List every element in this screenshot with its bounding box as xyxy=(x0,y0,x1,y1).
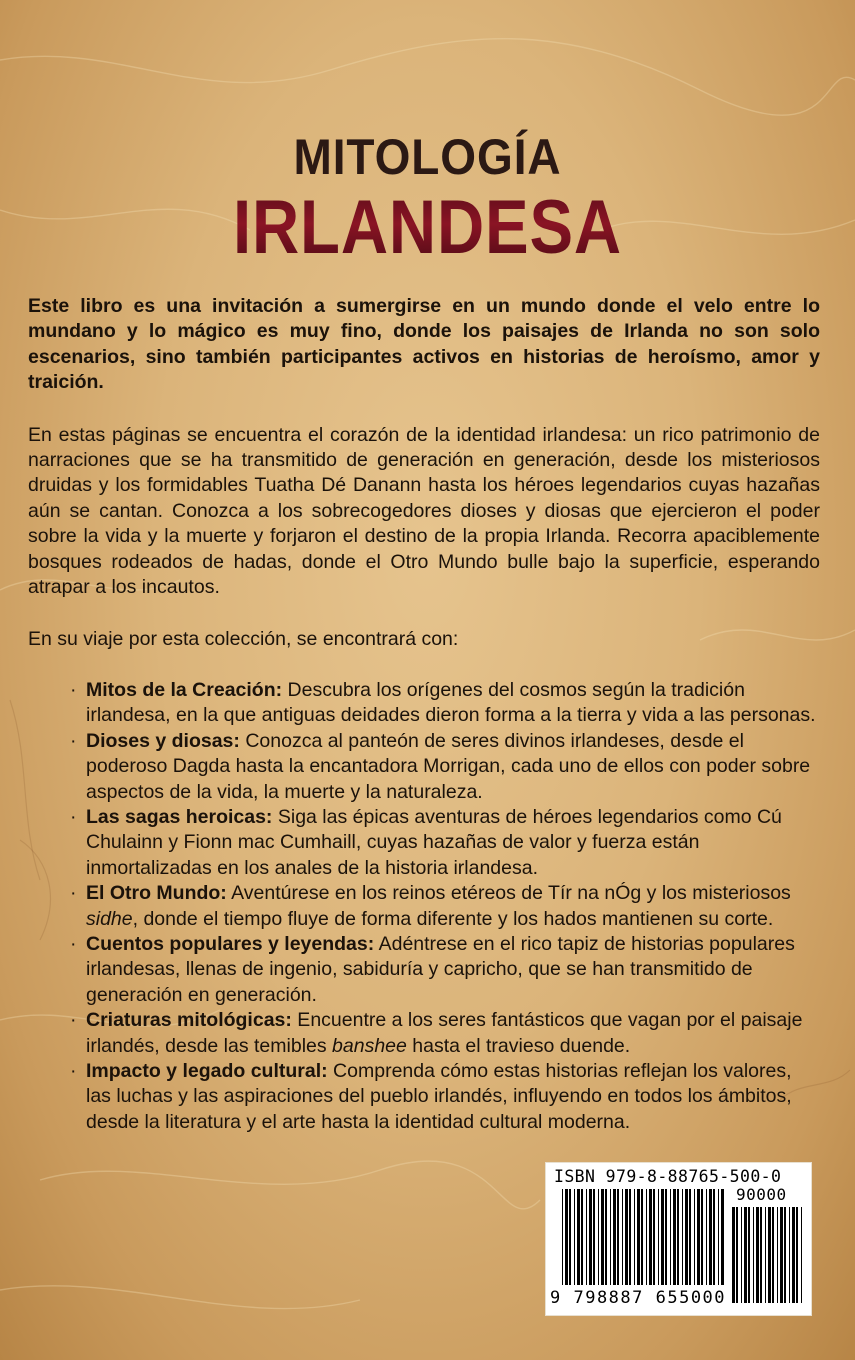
barcode-bar xyxy=(718,1189,719,1285)
barcode-bar xyxy=(760,1207,762,1303)
barcode-bar xyxy=(697,1189,700,1285)
item-lead: Las sagas heroicas: xyxy=(86,805,273,828)
barcode-bar xyxy=(756,1207,759,1303)
list-item xyxy=(70,932,820,1008)
item-text: Siga las épicas aventuras de héroes legendarios como Cú Chulainn y Fionn mac Cumhaill, cuyas hazañas de valor y fuerza están inmortalizadas en los anales de la historia irlandesa. xyxy=(86,805,782,879)
list-item xyxy=(70,881,820,932)
barcode-bar xyxy=(605,1189,607,1285)
bullet-icon: · xyxy=(70,1009,77,1032)
barcode-bar xyxy=(586,1189,587,1285)
description-paragraph: En estas páginas se encuentra el corazón de la identidad irlandesa: un rico patrimonio de narraciones que se ha transmitido de generación en generación, desde los misteriosos druidas y los formidables Tuatha Dé Danann hasta los héroes legendarios cuyas hazañas aún se cantan. Conozca a los sobrecogedores dioses y diosas que ejercieron el poder sobre la vida y la muerte y forjaron el destino de la propia Irlanda. Recorra apaciblemente bosques rodeados de hadas, donde el Otro Mundo bulle bajo la superficie, esperando atrapar a los incautos. xyxy=(28,423,820,599)
back-cover-blurb xyxy=(28,294,820,1135)
barcode-bar xyxy=(701,1189,703,1285)
barcode-bar xyxy=(665,1189,667,1285)
barcode-bar xyxy=(772,1207,774,1303)
barcode-bar xyxy=(661,1189,664,1285)
barcode-bar xyxy=(574,1189,575,1285)
barcode-bar xyxy=(634,1189,635,1285)
barcode-bar xyxy=(569,1189,571,1285)
bullet-icon: · xyxy=(70,805,77,828)
barcode-bar xyxy=(581,1189,583,1285)
list-item xyxy=(70,678,820,729)
barcode-bar xyxy=(709,1189,712,1285)
barcode-bar xyxy=(589,1189,592,1285)
barcode-bar xyxy=(732,1207,735,1303)
barcode-bar xyxy=(593,1189,595,1285)
bullet-icon: · xyxy=(70,932,77,955)
barcode-bar xyxy=(736,1207,738,1303)
barcode-bar xyxy=(629,1189,631,1285)
barcode-bar xyxy=(685,1189,688,1285)
feature-list xyxy=(28,678,820,1135)
barcode-bar xyxy=(780,1207,783,1303)
barcode-bar xyxy=(610,1189,611,1285)
barcode-bar xyxy=(625,1189,628,1285)
barcode-bar xyxy=(577,1189,580,1285)
item-emphasis: banshee xyxy=(332,1034,407,1057)
barcode-bar xyxy=(601,1189,604,1285)
barcode-bar xyxy=(637,1189,640,1285)
item-lead: El Otro Mundo: xyxy=(86,882,227,905)
list-item xyxy=(70,1059,820,1135)
barcode-ean-digits: 9 798887 655000 xyxy=(550,1288,727,1308)
barcode-bar xyxy=(694,1189,695,1285)
barcode-bar xyxy=(649,1189,652,1285)
barcode-bar xyxy=(768,1207,771,1303)
barcode-bar xyxy=(789,1207,790,1303)
item-text: Encuentre a los seres fantásticos que vagan por el paisaje irlandés, desde las temibles xyxy=(86,1009,803,1057)
item-emphasis: sidhe xyxy=(86,907,133,930)
barcode-bar xyxy=(677,1189,679,1285)
barcode-bar xyxy=(565,1189,568,1285)
barcode-bar xyxy=(673,1189,676,1285)
barcode-bar xyxy=(682,1189,683,1285)
item-lead: Cuentos populares y leyendas: xyxy=(86,932,375,955)
barcode-bar xyxy=(689,1189,691,1285)
barcode-addon: 90000 xyxy=(736,1185,787,1204)
item-lead: Dioses y diosas: xyxy=(86,729,240,752)
bullet-icon: · xyxy=(70,678,77,701)
cover-title xyxy=(0,128,855,270)
barcode-bar xyxy=(792,1207,795,1303)
barcode-bar xyxy=(641,1189,643,1285)
barcode-bar xyxy=(741,1207,742,1303)
intro-paragraph: Este libro es una invitación a sumergirse en un mundo donde el velo entre lo mundano y lo mágico es muy fino, donde los paisajes de Irlanda no son solo escenarios, sino también participantes activos en historias de heroísmo, amor y traición. xyxy=(28,295,820,394)
item-text: Comprenda cómo estas historias reflejan los valores, las luchas y las aspiraciones del pueblo irlandés, influyendo en todos los ámbitos, desde la literatura y el arte hasta la identidad cultural moderna. xyxy=(86,1059,792,1133)
isbn-barcode xyxy=(546,1163,811,1315)
barcode-bar xyxy=(744,1207,747,1303)
barcode-bar xyxy=(721,1189,724,1285)
item-text: Conozca al panteón de seres divinos irlandeses, desde el poderoso Dagda hasta la encantadora Morrigan, cada uno de ellos con poder sobre aspectos de la vida, la muerte y la naturaleza. xyxy=(86,729,811,803)
barcode-bar xyxy=(670,1189,671,1285)
barcode-bar xyxy=(706,1189,707,1285)
item-text-end: hasta el travieso duende. xyxy=(406,1034,631,1057)
bullet-icon: · xyxy=(70,1059,77,1082)
item-text: Adéntrese en el rico tapiz de historias populares irlandesas, llenas de ingenio, sabiduría y capricho, que se han transmitido de generación en generación. xyxy=(86,932,795,1006)
isbn-label: ISBN 979-8-88765-500-0 xyxy=(554,1167,782,1186)
barcode-bar xyxy=(753,1207,754,1303)
barcode-bar xyxy=(713,1189,715,1285)
barcode-bar xyxy=(658,1189,659,1285)
item-lead: Criaturas mitológicas: xyxy=(86,1009,292,1032)
item-lead: Mitos de la Creación: xyxy=(86,678,283,701)
barcode-bar xyxy=(653,1189,655,1285)
barcode-bar xyxy=(748,1207,750,1303)
barcode-bar xyxy=(598,1189,599,1285)
barcode-bar xyxy=(801,1207,802,1303)
barcode-bar xyxy=(646,1189,647,1285)
list-item xyxy=(70,1008,820,1059)
barcode-bar xyxy=(765,1207,766,1303)
item-lead: Impacto y legado cultural: xyxy=(86,1059,328,1082)
item-text: Descubra los orígenes del cosmos según la tradición irlandesa, en la que antiguas deidades dieron forma a la tierra y vida a las personas. xyxy=(86,678,816,727)
barcode-bar xyxy=(562,1189,563,1285)
bullet-icon: · xyxy=(70,882,77,905)
barcode-bar xyxy=(784,1207,786,1303)
barcode-bar xyxy=(777,1207,778,1303)
item-text: Aventúrese en los reinos etéreos de Tír na nÓg y los misteriosos xyxy=(226,882,791,905)
item-text-end: , donde el tiempo fluye de forma diferente y los hados mantienen su corte. xyxy=(132,907,774,930)
list-intro: En su viaje por esta colección, se encontrará con: xyxy=(28,628,459,651)
title-line-irlandesa: IRLANDESA xyxy=(60,186,795,270)
bullet-icon: · xyxy=(70,729,77,752)
barcode-bar xyxy=(796,1207,798,1303)
list-item xyxy=(70,729,820,805)
barcode-bar xyxy=(613,1189,616,1285)
list-item xyxy=(70,805,820,881)
barcode-bar xyxy=(622,1189,623,1285)
title-line-mitologia: MITOLOGÍA xyxy=(293,129,562,185)
barcode-bar xyxy=(617,1189,619,1285)
